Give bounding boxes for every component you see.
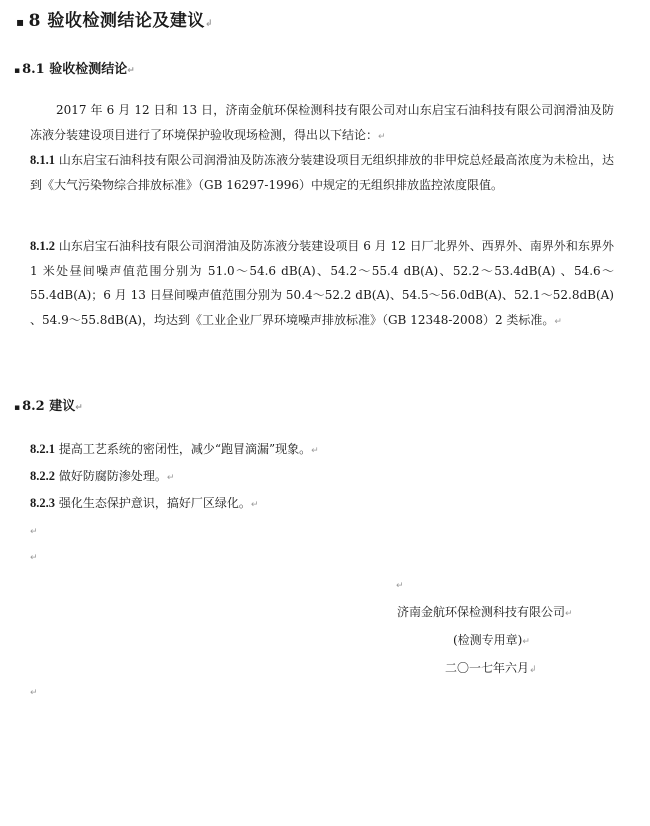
conclusion-8-1-2 bbox=[30, 234, 614, 334]
heading-bullet: ▪ bbox=[14, 66, 21, 76]
item-number: 8.1.2 bbox=[30, 239, 55, 253]
item-text: 强化生态保护意识，搞好厂区绿化。 bbox=[58, 496, 251, 510]
paragraph-mark: ↵ bbox=[565, 609, 573, 619]
paragraph-mark: ↵ bbox=[166, 473, 175, 483]
section-heading-8-2 bbox=[14, 395, 83, 414]
chapter-heading bbox=[16, 6, 213, 31]
date-text: 二〇一七年六月 bbox=[445, 661, 530, 675]
paragraph-mark: ↵ bbox=[378, 131, 386, 142]
empty-paragraph-mark: ↵ bbox=[30, 688, 38, 698]
item-text: 做好防腐防渗处理。 bbox=[58, 469, 167, 483]
chapter-title: 验收检测结论及建议 bbox=[47, 11, 205, 31]
item-number: 8.2.2 bbox=[30, 469, 55, 483]
paragraph-mark: ↵ bbox=[522, 637, 530, 647]
chapter-number: 8 bbox=[28, 11, 41, 31]
section-title: 验收检测结论 bbox=[49, 62, 128, 77]
item-number: 8.2.3 bbox=[30, 496, 55, 510]
empty-paragraph-mark: ↵ bbox=[30, 553, 38, 563]
company-name: 济南金航环保检测科技有限公司 bbox=[397, 605, 566, 619]
paragraph-mark: ↲ bbox=[204, 19, 213, 29]
signature-company bbox=[397, 603, 573, 620]
paragraph-mark: ↵ bbox=[554, 316, 562, 327]
empty-paragraph-mark: ↵ bbox=[30, 527, 38, 537]
item-text: 山东启宝石油科技有限公司润滑油及防冻液分装建设项目 6 月 12 日厂北界外、西界外、南界外和东界外 1 米处昼间噪声值范围分别为 51.0～54.6 dB(A)、54.2～55.4 dB(A)、52.2～53.4dB(A) 、54.6～55.4dB(A)；6 月 13 日昼间噪声值范围分别为 50.4～52.2 dB(A)、54.5～56.0dB(A)、52.1～52.8dB(A) 、54.9～55.8dB(A)，均达到《工业企业厂界环境噪声排放标准》（GB 12348-2008）2 类标准。 bbox=[30, 239, 614, 327]
suggestion-8-2-1 bbox=[30, 440, 319, 457]
signature-seal bbox=[453, 631, 530, 648]
suggestion-8-2-3 bbox=[30, 494, 258, 511]
paragraph-mark: ↵ bbox=[250, 500, 259, 510]
item-text: 山东启宝石油科技有限公司润滑油及防冻液分装建设项目无组织排放的非甲烷总烃最高浓度为未检出，达到《大气污染物综合排放标准》（GB 16297-1996）中规定的无组织排放监控浓度限值。 bbox=[30, 153, 614, 192]
intro-paragraph bbox=[30, 98, 614, 149]
seal-text: (检测专用章) bbox=[453, 633, 523, 647]
intro-text: 2017 年 6 月 12 日和 13 日，济南金航环保检测科技有限公司对山东启宝石油科技有限公司润滑油及防冻液分装建设项目进行了环境保护验收现场检测，得出以下结论： bbox=[30, 103, 614, 142]
section-heading-8-1 bbox=[14, 58, 135, 77]
heading-bullet: ▪ bbox=[14, 403, 21, 413]
empty-paragraph-mark: ↵ bbox=[396, 581, 404, 591]
paragraph-mark: ↲ bbox=[529, 665, 537, 675]
item-text: 提高工艺系统的密闭性，减少“跑冒滴漏”现象。 bbox=[58, 442, 312, 456]
item-number: 8.2.1 bbox=[30, 442, 55, 456]
section-title: 建议 bbox=[49, 399, 76, 414]
item-number: 8.1.1 bbox=[30, 153, 55, 167]
signature-date bbox=[445, 659, 537, 676]
paragraph-mark: ↵ bbox=[311, 446, 319, 456]
heading-bullet: ▪ bbox=[16, 15, 25, 29]
paragraph-mark: ↵ bbox=[127, 66, 135, 76]
section-number: 8.2 bbox=[22, 399, 45, 414]
conclusion-8-1-1 bbox=[30, 148, 614, 197]
suggestion-8-2-2 bbox=[30, 467, 174, 484]
paragraph-mark: ↵ bbox=[75, 403, 83, 413]
section-number: 8.1 bbox=[22, 62, 45, 77]
